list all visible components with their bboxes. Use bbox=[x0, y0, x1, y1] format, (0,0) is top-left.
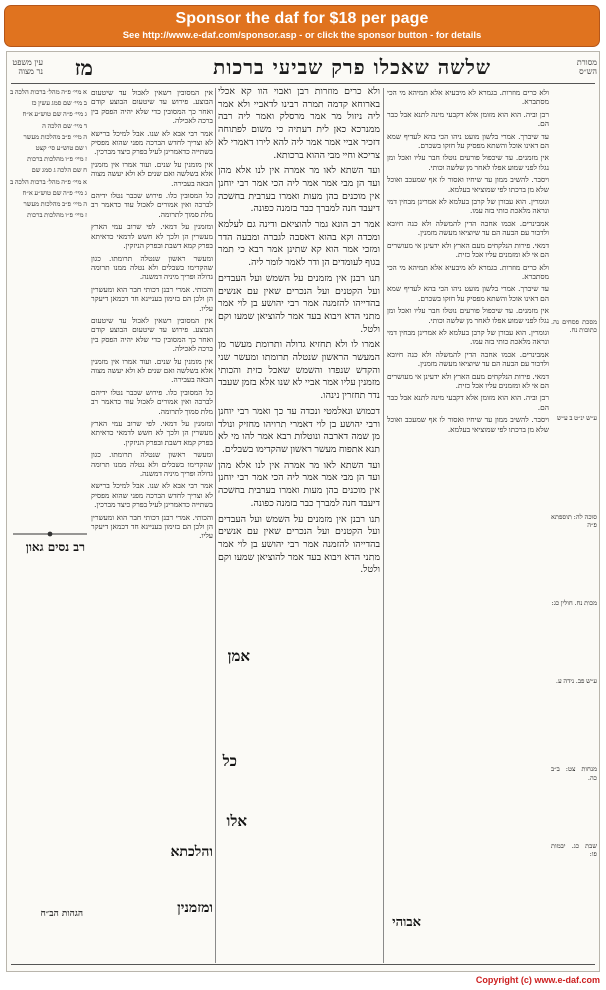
rashi-commentary bbox=[387, 88, 549, 968]
left-margin-notes bbox=[9, 88, 87, 958]
right-margin-notes bbox=[551, 88, 597, 958]
section-mark-vehalkhatha: והלכתא bbox=[170, 844, 213, 860]
rashi-paragraph: וגומרין. הוא עבורן של קרבן בעלמא לא אמרינן מבחין דמי ונראה מלאכת כותי בזה עמו. bbox=[387, 197, 549, 216]
ein-mishpat-note: ח שם הלכה ג סמג שם bbox=[31, 166, 87, 175]
gemara-paragraph: תנו רבנן אין מזמנים על השמש ועל העבדים ועל הקטנים ועל הנכרים שאין עם אנשים בהדייהו להזמנה אמר רבי יהושע בן לוי אמר מתני הדא ויבוא בעד אמר להוציאן שמעו וקם ולטל. bbox=[218, 513, 380, 576]
gemara-paragraph: ולא כרים מוזרות רבן ואבוי הוו קא אכלי בארוחא קדמה תמרה רבינו לדאביי ולא אמר ליה ניזול מר אמר מרסלק ואמר ליה רבה ממנרכא כאן לית דעתיה כי משום לפתוחה דזכיר אביי אמר אמר ליה להא לירו דאמרי לא צריכא וחיי מבי ההוא ברכותא. bbox=[218, 86, 380, 161]
ein-mishpat-note: א מיי׳ פ״ה מהל׳ ברכות הלכה ב bbox=[10, 88, 87, 96]
rashi-paragraph: רבן וביה. הוא הוא מזומן אלא דקבעי מינה לתנא אבל כבר הם. bbox=[387, 393, 549, 412]
gemara-paragraph: תנו רבנן אין מזמנים על השמש ועל העבדים ועל הקטנים ועל הנכרים שאין עם אנשים בהדייהו להזמנה אמר רבי יהושע בן לוי אמר מתני הדא ויבוא בעד אמר להוציאן שמעו וקם ולטל. bbox=[218, 272, 380, 335]
tosafot-paragraph: אין המסובין רשאין לאכול עד שיטעום הבוצע. פירוש עד שיטעום הבוצע קודם ואחר כך המסובין כדי שלא יהיה הפסק בין ברכה לאכילה. bbox=[91, 315, 213, 354]
margin-note: מנחות צט: ב״ב כה. bbox=[551, 765, 597, 782]
ein-mishpat-note: ה מיי׳ פ״ב מהלכות מעשר bbox=[23, 132, 87, 141]
ein-mishpat-note: א מיי׳ פ״ה מהל׳ ברכות הלכה ב bbox=[10, 177, 87, 186]
tosafot-paragraph: והכותי. אמרי רבנן דכותי חבר הוא ומעשרין הן ולכן הם בזימון בעניינא חד דכמאן דיעקר עליו. bbox=[91, 284, 213, 313]
section-mark-amen: אמן bbox=[227, 647, 250, 665]
column-rule bbox=[215, 88, 216, 963]
gemara-paragraph: ועד השתא לאו מר אמרה אין לנו אלא מהן ועד הן מבי אמר אמר ליה הכי אמר רבי יוחנן אין מוכנים בהן מעות ואמרו בערבית בחשכה דיעבד חנה למברך כבר בזמנה כפונה. bbox=[218, 165, 380, 215]
tosafot-paragraph: אמר רבי אבא לא שנו. אבל למיכל ברישא לא וצריך לחדש הברכה מפני שהוא מפסיק בשתייה כדאמרינן לעיל בפרק כיצד מברכין. bbox=[91, 128, 213, 157]
section-mark-kol: כל bbox=[222, 752, 237, 770]
gemara-paragraph: אמר רב הונא גמר להוציאם ודינה גם לעלמא ומכדה וקא בהוא דאסבה לגברה ומבעה הדר ומזכי אמר הוא קא שתינן אמר רבא כי תמר בגוף לעומדים הן ודר לאמר לומר ליה. bbox=[218, 219, 380, 269]
ornament-divider bbox=[11, 530, 89, 538]
hagahot-habach-label: הגהות הב״ח bbox=[40, 909, 83, 919]
ein-mishpat-label: עין משפט נר מצוה bbox=[12, 58, 43, 76]
section-mark-aviyah: אבוהי bbox=[392, 915, 421, 930]
section-mark-elu: אלו bbox=[226, 812, 247, 830]
tosafot-paragraph: ומזמנין על דמאי. לפי שרוב עמי הארץ מעשרין הן ולכך לא חשש לדמאי כדאיתא בפרק קמא דשבת ובפרק הניזקין. bbox=[91, 419, 213, 447]
header-rule bbox=[11, 83, 595, 84]
ein-mishpat-note: ב מיי׳ שם סמג עשין כז bbox=[31, 99, 87, 108]
margin-note: מכות נח. חולין כג: bbox=[551, 599, 597, 608]
margin-note: סוכה לה: תוספתא פ״ה bbox=[551, 512, 597, 529]
tosafot-commentary bbox=[91, 88, 213, 968]
ein-mishpat-note: ה מיי׳ פ״ב מהלכות מעשר bbox=[23, 200, 87, 209]
margin-note: ע״ש ינ״ט ב ע״ש bbox=[556, 414, 597, 423]
rashi-paragraph: אמבינרים. אכמו אחבה הדין להמשלה ולא כנה חיובא ולדבור עם הבעה הם עד שיוציאו מעשה מזמנין. bbox=[387, 218, 549, 238]
rabbeinu-nissim-label: רב נסים גאון bbox=[25, 540, 85, 554]
rashi-paragraph: אין מזמנים. עד שיכפול פורעים נוטלו חבר עליו ואכל ומן נגלו לפני שמוע אפלו לאחר מן שלשה וכותי. bbox=[387, 306, 549, 325]
copyright-notice[interactable]: Copyright (c) www.e-daf.com bbox=[475, 975, 600, 985]
rashi-paragraph: ולא כרים מוזרות. בגמרא לא מיבעיא אלא תמיהא מי הכי מסתברא. bbox=[387, 88, 549, 107]
rashi-paragraph: ולא כרים מוזרות. בגמרא לא מיבעיא אלא תמיהא מי הכי מסתברא. bbox=[387, 262, 549, 281]
running-head: שלשה שאכלו פרק שביעי ברכות bbox=[213, 55, 491, 79]
tosafot-paragraph: כל המסובין כלו. פירוש שכבר נטלו ידיהם לברכה ואין אמורים לאכול עוד כדאמר רב מלת סמוך לתרומה. bbox=[91, 387, 213, 416]
page-header bbox=[7, 54, 599, 84]
rashi-paragraph: אין מזמנים. עד שיכפול פורעים נוטלו חבר עליו ואכל ומן נגלו לפני שמוע אפלו לאחר מן שלשה וכותי. bbox=[387, 153, 549, 172]
ein-mishpat-note: ג מיי׳ פ״ה שם טוש״ע א״ח bbox=[22, 110, 87, 119]
tosafot-paragraph: אין המסובין רשאין לאכול עד שיטעום הבוצע. פירוש עד שיטעום הבוצע קודם ואחר כך המסובין כדי שלא יהיה הפסק בין ברכה לאכילה. bbox=[91, 88, 213, 126]
ein-mishpat-note: ז מיי׳ פ״ו מהלכות ברכות bbox=[27, 155, 87, 164]
rashi-paragraph: וגומרין. הוא עבורן של קרבן בעלמא לא אמרינן מבחין דמי ונראה מלאכת כותי בזה עמו. bbox=[387, 327, 549, 347]
gemara-paragraph: דכמוש ונאלמטי ונכדה עד כך ואמר רבי יוחנן ורבי יהושע בן לוי דאמרי תרויהו מחזיק ונולד מן שמה דארבה ונוטלות רבא אמר להו מי לא תנא אתפוח מעשר ראשון שהקדימו בשבלים. bbox=[218, 405, 380, 455]
tosafot-paragraph: אמר רבי אבא לא שנו. אבל למיכל ברישא לא וצריך לחדש הברכה מפני שהוא מפסיק בשתייה כדאמרינן לעיל בפרק כיצד מברכין. bbox=[91, 481, 213, 510]
column-rule bbox=[383, 88, 384, 963]
ein-mishpat-note: ו שם טוש״ע סי׳ קצט bbox=[35, 144, 87, 153]
tosafot-paragraph: והכותי. אמרי רבנן דכותי חבר הוא ומעשרין הן ולכן הם בזימון בעניינא חד דכמאן דיעקר עליו. bbox=[91, 512, 213, 541]
gemara-paragraph: אמרו לו ולא תחזיא גדולה ותרומת מעשר מן המעשר הראשון שנטלה תרומתו ומעשר שני והקדש שנפדו והשמש שאכל כזית והכותי מזמנין עליו אמר אביי לא שנו אלא בזמן שעבד נדר תחזרין נינהו. bbox=[218, 339, 380, 402]
sponsor-title[interactable]: Sponsor the daf for $18 per page bbox=[175, 10, 429, 27]
ein-mishpat-note: ג מיי׳ פ״ה שם טוש״ע א״ח bbox=[22, 188, 87, 197]
rashi-paragraph: עד שיברך. אמרי בלשון מועט ניהו הכי בהא לעדיף שמא הם דאינו אוכל והשתא מפסיק על חזקו בשכרם. bbox=[387, 131, 549, 151]
rashi-paragraph: דמאי. פירות הנלקחים מעם הארץ ולא ידעינן אי מעושרים הם אי לא ומזמנים עליו אכל כזית. bbox=[387, 240, 549, 260]
tosafot-paragraph: ומזמנין על דמאי. לפי שרוב עמי הארץ מעשרין הן ולכך לא חשש לדמאי כדאיתא בפרק קמא דשבת ובפרק הניזקין. bbox=[91, 222, 213, 251]
ein-mishpat-note: ד מיי׳ שם הלכה ה bbox=[42, 121, 87, 130]
daf-number: מז bbox=[74, 55, 93, 80]
gemara-text bbox=[218, 86, 380, 966]
margin-note: מסכת פסחים נה. כתובות נח. bbox=[551, 318, 597, 335]
rashi-paragraph: עד שיברך. אמרי בלשון מועט ניהו הכי בהא לעדיף שמא הם דאינו אוכל והשתא מפסיק על חזקו בשכרם. bbox=[387, 284, 549, 303]
footer-rule bbox=[11, 964, 595, 965]
rashi-paragraph: רבן וביה. הוא הוא מזומן אלא דקבעי מינה לתנא אבל כבר הם. bbox=[387, 109, 549, 129]
rashi-paragraph: ויסבר. להשיב ממון עד שיחיו ואסור לו אף שמעכב ואוכל שלא מן ברכתו לפי שמוציאי בעלמא. bbox=[387, 175, 549, 194]
sponsor-banner[interactable] bbox=[4, 5, 600, 47]
talmud-page bbox=[6, 51, 600, 972]
ein-mishpat-note: ז מיי׳ פ״ו מהלכות ברכות bbox=[27, 211, 87, 220]
rashi-paragraph: אמבינרים. אכמו אחבה הדין להמשלה ולא כנה חיובא ולדבור עם הבעה הם עד שיוציאו מעשה מזמנין. bbox=[387, 349, 549, 369]
tosafot-paragraph: ומעשר ראשון שנטלה תרומתו. כגון שהקדימו בשבלים ולא נטלה ממנו תרומה גדולה ופריך מיניה דמשנה. bbox=[91, 450, 213, 479]
margin-note: ע״ש פב. נידה ע. bbox=[555, 677, 597, 686]
tosafot-paragraph: כל המסובין כלו. פירוש שכבר נטלו ידיהם לברכה ואין אמורים לאכול עוד כדאמר רב מלת סמוך לתרומה. bbox=[91, 191, 213, 219]
rashi-paragraph: ויסבר. להשיב ממון עד שיחיו ואסור לו אף שמעכב ואוכל שלא מן ברכתו לפי שמוציאי בעלמא. bbox=[387, 415, 549, 434]
rashi-paragraph: דמאי. פירות הנלקחים מעם הארץ ולא ידעינן אי מעושרים הם אי לא ומזמנים עליו אכל כזית. bbox=[387, 371, 549, 390]
gemara-paragraph: ועד השתא לאו מר אמרה אין לנו אלא מהן ועד הן מבי אמר אמר ליה הכי אמר רבי יוחנן אין מוכנים בהן מעות ואמרו בערבית בחשכה דיעבד חנה למברך כבר בזמנה כפונה. bbox=[218, 459, 380, 509]
section-mark-umazminin: ומזמנין bbox=[177, 900, 213, 916]
tosafot-paragraph: אין מזמנין על שנים. ועוד אמרו אין מזמנין אלא בשלשה ואם שנים לא ולא יעשה מצוה הבאה בעבירה. bbox=[91, 356, 213, 385]
sponsor-details-text: See http://www.e-daf.com/sponsor.asp - or click the sponsor button - for details bbox=[122, 30, 482, 41]
margin-note: שבת כג. יבמות פו: bbox=[551, 841, 597, 859]
tosafot-paragraph: ומעשר ראשון שנטלה תרומתו. כגון שהקדימו בשבלים ולא נטלה ממנו תרומה גדולה ופריך מיניה דמשנה. bbox=[91, 253, 213, 282]
tosafot-paragraph: אין מזמנין על שנים. ועוד אמרו אין מזמנין אלא בשלשה ואם שנים לא ולא יעשה מצוה הבאה בעבירה. bbox=[91, 159, 213, 188]
masoret-hashas-label: מסורת הש״ס bbox=[576, 58, 597, 76]
